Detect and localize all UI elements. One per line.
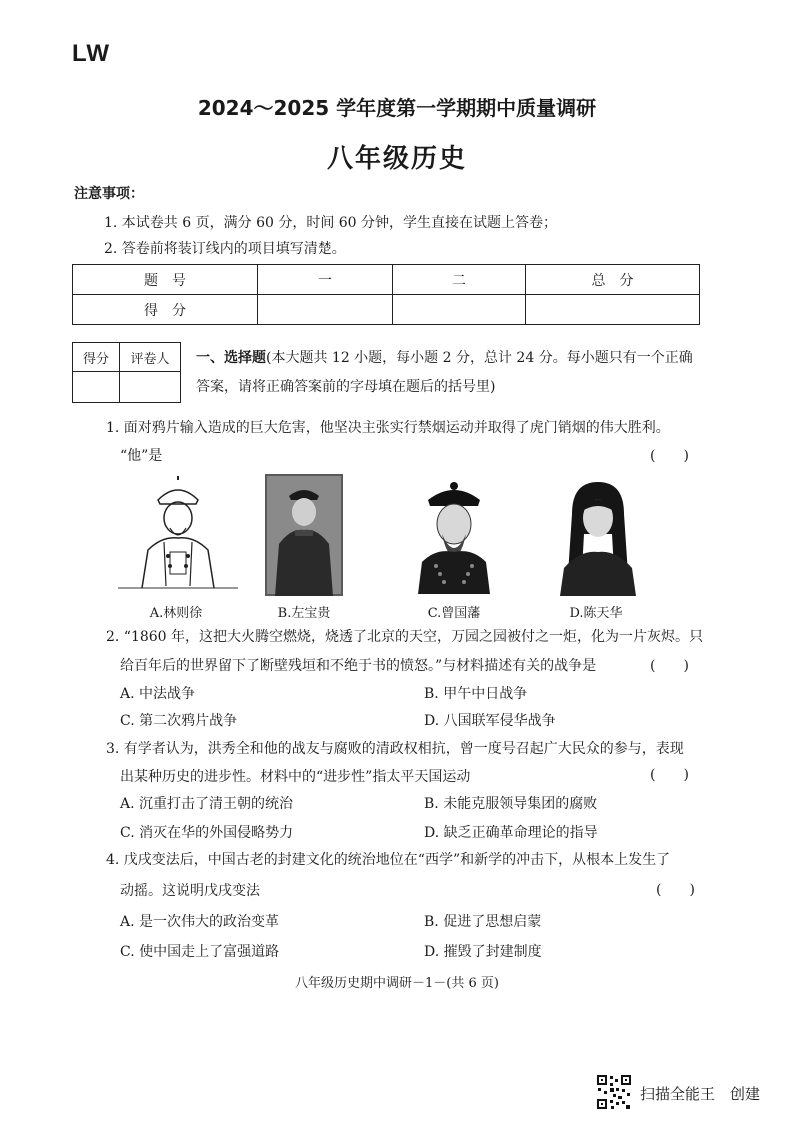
image-caption: C.曾国藩 (427, 606, 481, 621)
option-d[interactable]: D. 缺乏正确革命理论的指导 (424, 825, 598, 841)
page-footer: 八年级历史期中调研－1－(共 6 页) (295, 976, 499, 991)
score-cell[interactable] (526, 295, 700, 325)
score-cell[interactable] (393, 295, 526, 325)
qing-official-photo-icon (265, 474, 343, 596)
question-4-line-1: 4. 戊戌变法后，中国古老的封建文化的统治地位在“西学”和新学的冲击下，从根本上发生了 (106, 852, 671, 868)
option-b[interactable]: B. 甲午中日战争 (424, 686, 528, 702)
woman-portrait-icon (554, 474, 642, 596)
image-caption: D.陈天华 (569, 606, 623, 621)
notice-item: 2. 答卷前将装订线内的项目填写清楚。 (104, 241, 346, 257)
score-table-header: 题 号 (73, 265, 258, 295)
score-table-header: 一 (258, 265, 393, 295)
qing-official-portrait-icon (414, 478, 494, 594)
question-4-line-2: 动摇。这说明戊戌变法 (120, 883, 260, 899)
answer-paren[interactable]: ( ) (650, 658, 689, 674)
option-b[interactable]: B. 促进了思想启蒙 (424, 914, 542, 930)
section-one-intro (196, 344, 706, 402)
section-one-text: (本大题共 12 小题，每小题 2 分，总计 24 分。每小题只有一个正确答案，请将正确答案前的字母填在题后的括号里) (196, 350, 693, 395)
option-a[interactable]: A. 沉重打击了清王朝的统治 (120, 796, 294, 812)
question-1-line-1: 1. 面对鸦片输入造成的巨大危害，他坚决主张实行禁烟运动并取得了虎门销烟的伟大胜利。 (106, 420, 670, 436)
option-d[interactable]: D. 摧毁了封建制度 (424, 944, 542, 960)
score-table-header: 总 分 (526, 265, 700, 295)
qr-code-icon (596, 1074, 632, 1110)
notice-heading: 注意事项： (74, 186, 144, 202)
grader-table (72, 342, 181, 403)
grader-label: 评卷人 (120, 343, 181, 372)
question-1-line-2: “他”是 (120, 448, 163, 464)
question-2-line-1: 2. “1860 年，这把大火腾空燃烧，烧透了北京的天空，万园之园被付之一炬，化为一片灰烬。只 (106, 629, 704, 645)
score-table-label: 得 分 (73, 295, 258, 325)
option-a[interactable]: A. 中法战争 (120, 686, 196, 702)
question-3-line-1: 3. 有学者认为，洪秀全和他的战友与腐败的清政权相抗，曾一度号召起广大民众的参与，表现 (106, 741, 684, 757)
option-d[interactable]: D. 八国联军侵华战争 (424, 713, 556, 729)
subject-title: 八年级历史 (326, 144, 467, 174)
answer-paren[interactable]: ( ) (656, 882, 695, 898)
corner-mark: LW (72, 40, 110, 67)
score-cell[interactable] (258, 295, 393, 325)
answer-paren[interactable]: ( ) (650, 767, 689, 783)
score-table-header: 二 (393, 265, 526, 295)
answer-paren[interactable]: ( ) (650, 448, 689, 464)
option-c[interactable]: C. 消灭在华的外国侵略势力 (120, 825, 294, 841)
exam-title: 2024～2025 学年度第一学期期中质量调研 (197, 96, 597, 120)
section-one-title: 一、选择题 (196, 350, 266, 366)
option-c[interactable]: C. 第二次鸦片战争 (120, 713, 238, 729)
score-table (72, 264, 700, 325)
option-c[interactable]: C. 使中国走上了富强道路 (120, 944, 280, 960)
grader-name-cell[interactable] (120, 372, 181, 403)
question-2-line-2: 给百年后的世界留下了断壁残垣和不绝于书的愤怒。”与材料描述有关的战争是 (120, 658, 597, 674)
question-3-line-2: 出某种历史的进步性。材料中的“进步性”指太平天国运动 (120, 769, 471, 785)
grader-score-cell[interactable] (73, 372, 120, 403)
qing-official-drawing-icon (118, 474, 238, 594)
grader-score-label: 得分 (73, 343, 120, 372)
image-caption: B.左宝贵 (277, 606, 331, 621)
image-caption: A.林则徐 (149, 606, 203, 621)
notice-item: 1. 本试卷共 6 页，满分 60 分，时间 60 分钟，学生直接在试题上答卷； (104, 215, 558, 231)
option-a[interactable]: A. 是一次伟大的政治变革 (120, 914, 280, 930)
scanner-badge (596, 1074, 786, 1114)
option-b[interactable]: B. 未能克服领导集团的腐败 (424, 796, 598, 812)
scanner-badge-text: 扫描全能王 创建 (640, 1085, 761, 1103)
